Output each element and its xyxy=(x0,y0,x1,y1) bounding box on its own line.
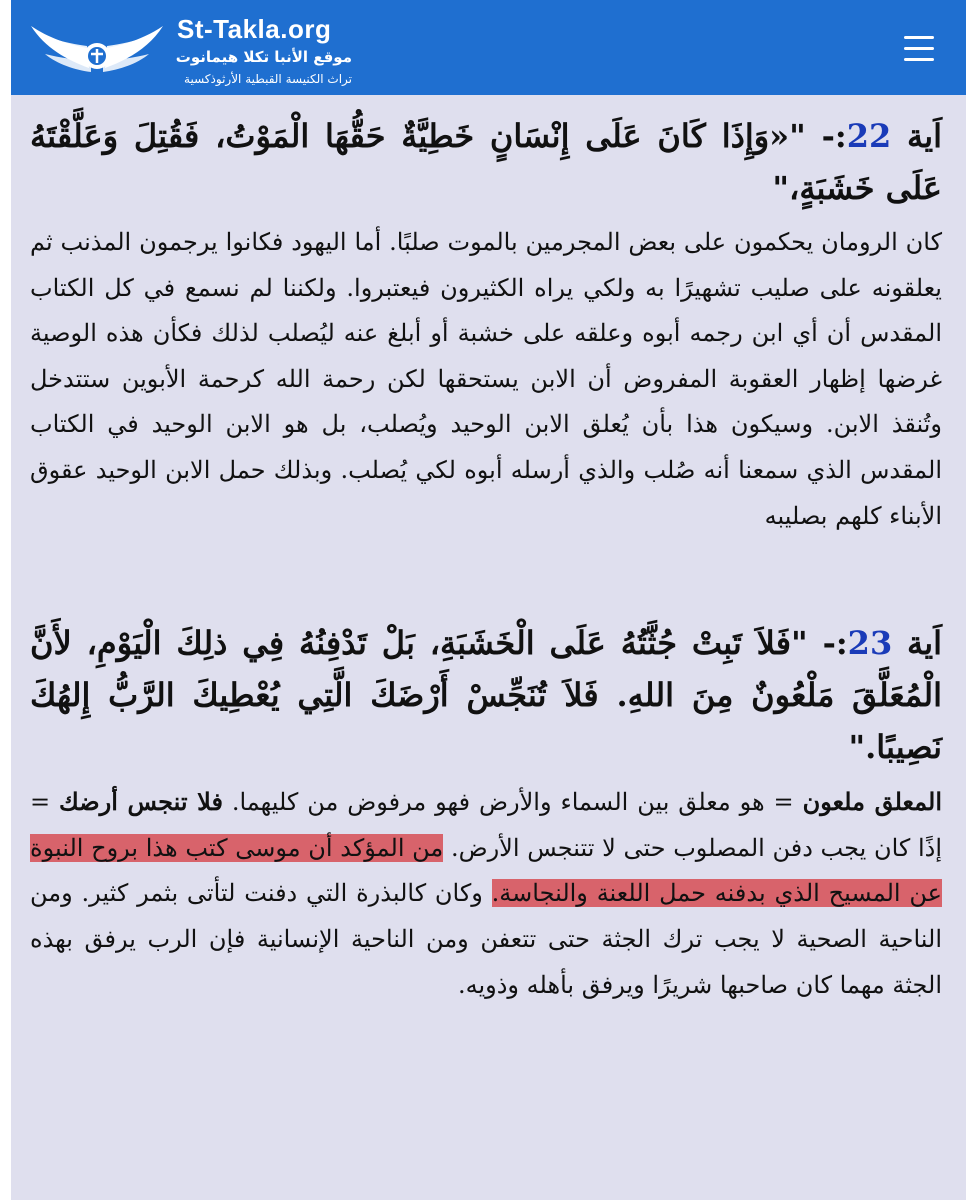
verse-number[interactable]: 22 xyxy=(846,117,892,155)
commentary-text: وكان كالبذرة التي دفنت لتأتى بثمر كثير. ومن الناحية الصحية لا يجب ترك الجثة حتى تتعفن ومن الناحية الإنسانية فإن الرب يرفق بهذه الجثة مهما كان صاحبها شريرًا ويرفق بأهله وذويه. xyxy=(30,879,942,999)
site-tagline: تراث الكنيسة القبطية الأرثوذكسية xyxy=(184,72,352,86)
article-content xyxy=(30,110,942,1008)
site-header xyxy=(11,0,966,95)
verse-22-heading xyxy=(30,110,942,214)
term-defile-land: فلا تنجس أرضك xyxy=(59,787,223,817)
site-name[interactable]: St-Takla.org xyxy=(177,14,332,44)
site-logo[interactable] xyxy=(27,8,357,88)
winged-cross-logo-icon xyxy=(27,8,167,88)
verse-23-heading xyxy=(30,617,942,773)
definition-text: = هو معلق بين السماء والأرض فهو مرفوض من كليهما. xyxy=(222,788,803,817)
verse-number[interactable]: 23 xyxy=(847,624,893,663)
verse-text: :- "فَلاَ تَبِتْ جُثَّتُهُ عَلَى الْخَشَبَةِ، بَلْ تَدْفِنُهُ فِي ذلِكَ الْيَوْمِ، لأَنَّ الْمُعَلَّقَ مَلْعُونٌ مِنَ اللهِ. فَلاَ تُنَجِّسْ أَرْضَكَ الَّتِي يُعْطِيكَ الرَّبُّ إِلهُكَ نَصِيبًا." xyxy=(30,624,942,767)
verse-23-commentary xyxy=(30,779,942,1008)
verse-prefix: اَية xyxy=(891,117,943,155)
term-cursed-hanged: المعلق ملعون xyxy=(802,787,942,817)
hamburger-menu-icon[interactable] xyxy=(900,34,940,64)
verse-22-commentary: كان الرومان يحكمون على بعض المجرمين بالموت صلبًا. أما اليهود فكانوا يرجمون المذنب ثم يعلقونه على صليب تشهيرًا به ولكي يراه الكثيرون فيعتبروا. ولكننا لم نسمع في كل الكتاب المقدس أن أي ابن رجمه أبوه وعلقه على خشبة أو أبلغ عنه ليُصلب لذلك فكأن هذه الوصية غرضها إظهار العقوبة المفروض أن الابن يستحقها لكن رحمة الله كرحمة الأبوين ستتدخل وتُنقذ الابن. وسيكون هذا بأن يُعلق الابن الوحيد ويُصلب، بل هو الابن الوحيد في الكتاب المقدس الذي سمعنا أنه صُلب والذي أرسله أبوه لكي يُصلب. وبذلك حمل الابن الوحيد عقوق الأبناء كلهم بصليبه xyxy=(30,228,942,530)
verse-text: :- "«وَإِذَا كَانَ عَلَى إِنْسَانٍ خَطِيَّةٌ حَقُّهَا الْمَوْتُ، فَقُتِلَ وَعَلَّقْتَهُ عَلَى خَشَبَةٍ،" xyxy=(30,117,942,207)
verse-prefix: اَية xyxy=(892,624,943,663)
site-subtitle: موقع الأنبا تكلا هيمانوت xyxy=(175,48,352,66)
highlighted-prophecy-text: من المؤكد أن موسى كتب هذا بروح النبوة عن المسيح الذي بدفنه حمل اللعنة والنجاسة. xyxy=(30,833,942,908)
definition-text: = إذًا كان يجب دفن المصلوب حتى لا تتنجس الأرض. xyxy=(30,788,942,862)
